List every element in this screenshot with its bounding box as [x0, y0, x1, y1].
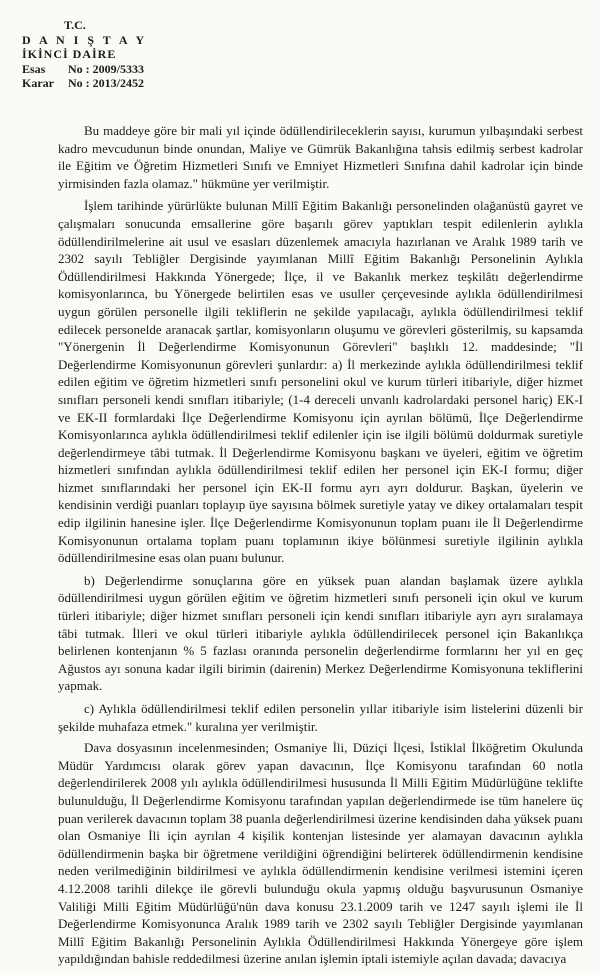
paragraph: İşlem tarihinde yürürlükte bulunan Millî Eğitim Bakanlığı personelinden olağanüstü gayret ve çalışmaları sonucunda emsallerine göre başarılı görev yaptıkları tespit edilenlerin aylıkla ödüllendirilmelerine ait usul ve esasları düzenlemek amacıyla hazırlanan ve Aralık 1989 tarih ve 2302 sayılı Tebliğler Dergisinde yayımlanan Millî Eğitim Bakanlığı Personelinin Aylıkla Ödüllendirilmesi Hakkında Yönergede; İlçe, il ve Bakanlık merkez teşkilâtı değerlendirme komisyonlarınca, bu Yönergede belirtilen esas ve usuller çerçevesinde aylıkla ödüllendirilmesi uygun görülen personelle ilgili tekliflerin ne şekilde yapılacağı, aylıkla ödüllendirilmesi teklif edilecek personelde aranacak şartlar, komisyonların oluşumu ve görevleri gösterilmiş, su kapsamda "Yönergenin İl Değerlendirme Komisyonunun Görevleri" başlıklı 12. maddesinde; "İl Değerlendirme Komisyonunun görevleri şunlardır: a) İl merkezinde aylıkla ödüllendirilmesi teklif edilen eğitim ve öğretim hizmetleri sınıfı personelini okul ve kurum türleri itibariyle, diğer hizmet sınıfları personeli kendi sınıfları itibariyle; (1-4 dereceli unvanlı kadrolardaki personel hariç) EK-I ve EK-II formlardaki İlçe Değerlendirme Komisyonu için ayrılan bölümü, İlçe Değerlendirme Komisyonlarınca aylıkla ödüllendirilmesi teklif edilenler için ise ilgili bölümü doldurmak suretiyle değerlendirmeye tâbi tutmak. İl Değerlendirme Komisyonu başkanı ve üyeleri, eğitim ve öğretim hizmetleri sınıfından aylıkla ödüllendirilmesi teklif edilen her personel için EK-I formu; diğer hizmet sınıflarındaki her personel için EK-II formu ayrı ayrı doldurur. Başkan, üyelerin ve kendisinin verdiği puanları toplayıp üye sayısına bölmek suretiyle yatay ve dikey ortalamaları tespit edip ilgilinin hanesine işler. İlçe Değerlendirme Komisyonunun toplam puanı ile İl Değerlendirme Komisyonunun ortalama toplam puanı toplamının ikiye bölünmesi suretiyle ilgilinin aylıkla ödüllendirilmesine esas olan puanı bulunur.	[58, 198, 583, 566]
case-header	[22, 18, 147, 91]
paragraph: c) Aylıkla ödüllendirilmesi teklif edilen personelin yıllar itibariyle isim listelerini düzenli bir şekilde muhafaza etmek." kuralına yer verilmiştir.	[58, 701, 583, 734]
header-chamber: İKİNCİ DAİRE	[22, 47, 117, 61]
paragraph: Bu maddeye göre bir mali yıl içinde ödüllendirileceklerin sayısı, kurumun yılbaşındaki serbest kadro mevcudunun binde onundan, Maliye ve Gümrük Bakanlığına tahsis edilmiş serbest kadrolar ile Eğitim ve Öğretim Hizmetleri Sınıfı ve Emniyet Hizmetleri Sınıfına dahil kadrolar için binde yirmisinden fazla olamaz." hükmüne yer verilmiştir.	[58, 123, 583, 191]
esas-label: Esas	[22, 61, 46, 76]
header-court-name: D A N I Ş T A Y	[22, 32, 148, 47]
paragraph: Dava dosyasının incelenmesinden; Osmaniye İli, Düziçi İlçesi, İstiklal İlköğretim Okulunda Müdür Yardımcısı olarak görev yapan davacının, İlçe Komisyonu tarafından 60 notla değerlendirilerek 2008 yılı aylıkla ödüllendirilmesi hususunda İl Milli Eğitim Müdürlüğüne teklifte bulunulduğu, İl Değerlendirme Komisyonu tarafından yapılan değerlendirmede ise tüm hanelere üç puan verilerek davacının toplam 38 puanla değerlendirilmesi üzerine kendisinden daha yüksek puanı olan Osmaniye İli için ayrılan 4 kişilik kontenjan listesinde yer alamayan davacının aylıkla ödüllendirmenin başka bir öğretmene verildiğini öğrendiğini belirterek ödüllendirmenin kendisine neden verilmediğinin bildirilmesi ve aylıkla ödüllendirmenin kendisine verilmesi istemini içeren 4.12.2008 tarihli dilekçe ile görevli bulunduğu okula yapmış olduğu başvurusunun Osmaniye Valiliği Milli Eğitim Müdürlüğü'nün dava konusu 23.1.2009 tarih ve 1247 sayılı işlemi ile İl Değerlendirme Komisyonunca Aralık 1989 tarih ve 2302 sayılı Tebliğler Dergisinde yayımlanan Millî Eğitim Bakanlığı Personelinin Aylıkla Ödüllendirilmesi Hakkında Yönergeye göre işlem yapıldığından bahisle reddedilmesi üzerine anılan işlemin iptali istemiyle açılan davada; davacıya	[58, 740, 583, 967]
document-body	[58, 122, 583, 973]
karar-value: No : 2013/2452	[68, 76, 144, 90]
paragraph: b) Değerlendirme sonuçlarına göre en yüksek puan alandan başlamak üzere aylıkla ödüllendirilmesi uygun görülen eğitim ve öğretim hizmetleri sınıfı personeli için okul ve kurum türleri itibariyle; diğer hizmet sınıfları personeli için kendi sınıfları itibariyle ayrı ayrı sıralamaya tâbi tutmak. İlleri ve okul türleri itibariyle aylıkla ödüllendirilecek personel için Bakanlıkça belirlenen kontenjanın % 5 fazlası oranında personelin değerlendirme formlarını her yıl en geç Ağustos ayı sonuna kadar ilgili birimin (dairenin) Merkez Değerlendirme Komisyonuna tekliflerini yapmak.	[58, 572, 583, 694]
esas-value: No : 2009/5333	[68, 61, 144, 76]
header-tc: T.C.	[64, 18, 86, 32]
header-esas-line	[22, 62, 147, 77]
karar-label: Karar	[22, 76, 54, 90]
header-karar-line	[22, 76, 147, 91]
